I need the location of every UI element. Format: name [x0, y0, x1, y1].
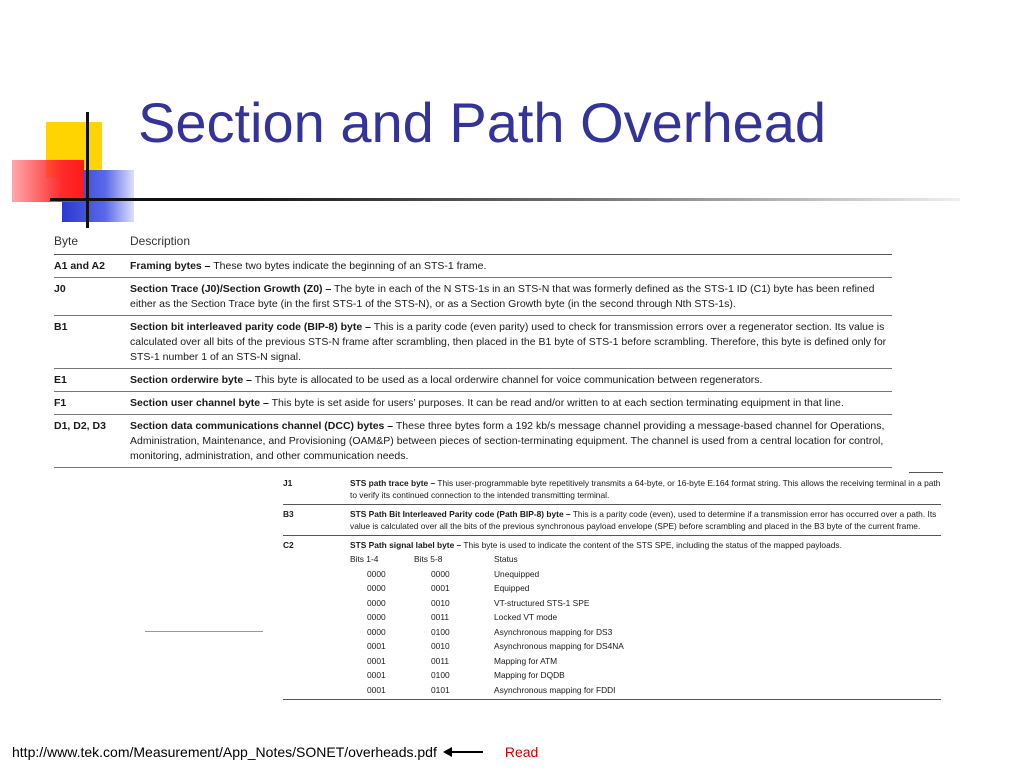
bits-1-4-cell: 0001: [367, 655, 386, 666]
byte-text: These three bytes form a 192 kb/s message channel providing a message-based channel for Operations, Administration, Maintenance, and Provisioning (OAM&P) between pieces of section-terminating equipment. The channel is used from a central location for control, monitoring, administration, and other communication needs.: [130, 420, 885, 462]
byte-name: STS Path Bit Interleaved Parity code (Path BIP-8) byte –: [350, 509, 571, 519]
table-row: [283, 474, 941, 505]
byte-text: This is a parity code (even parity) used to check for transmission errors over a regenerator section. Its value is calculated over all bits of the previous STS-N frame after scrambling, then placed in the B1 byte of STS-1 before scrambling. Therefore, this byte is defined only for STS-1 number 1 of an STS-N signal.: [130, 321, 887, 363]
table-row: [54, 392, 892, 415]
path-overhead-table: [283, 474, 941, 700]
byte-text: The byte in each of the N STS-1s in an STS-N that was formerly defined as the STS-1 ID (C1) byte has been refined either as the Section Trace byte (in the first STS-1 of the STS-N), or as a Section Growth byte (in the second through Nth STS-1s).: [130, 283, 875, 310]
status-cell: VT-structured STS-1 SPE: [494, 597, 590, 608]
description-cell: [350, 477, 941, 501]
byte-text: This is a parity code (even), used to determine if a transmission error has occurred over a path. Its value is calculated over all the bits of the previous synchronous payload envelope (SPE) before scrambling and placed in the B3 byte of the current frame.: [350, 509, 937, 531]
sub-header-bits-5-8: Bits 5-8: [414, 554, 443, 564]
byte-name: Section Trace (J0)/Section Growth (Z0) –: [130, 283, 332, 295]
read-link[interactable]: Read: [504, 744, 539, 760]
table-row: [283, 536, 941, 700]
byte-text: These two bytes indicate the beginning of an STS-1 frame.: [210, 260, 487, 272]
table-row: [283, 505, 941, 536]
bits-1-4-cell: 0001: [367, 641, 386, 651]
byte-name: Framing bytes –: [130, 260, 211, 272]
bits-5-8-cell: 0100: [431, 670, 450, 680]
sub-header-status: Status: [494, 554, 518, 564]
source-url-link[interactable]: http://www.tek.com/Measurement/App_Notes/SONET/overheads.pdf: [12, 744, 437, 760]
byte-name: Section orderwire byte –: [130, 374, 252, 386]
byte-cell: C2: [283, 540, 294, 550]
status-cell: Asynchronous mapping for FDDI: [494, 684, 616, 695]
description-cell: [130, 320, 892, 365]
c2-description: [350, 539, 941, 551]
bits-5-8-cell: 0011: [431, 612, 450, 622]
byte-text: This byte is used to indicate the content of the STS SPE, including the status of the mapped payloads.: [461, 540, 842, 550]
status-cell: Unequipped: [494, 568, 540, 579]
table-row: [54, 316, 892, 369]
bits-1-4-cell: 0001: [367, 670, 386, 680]
byte-text: This user-programmable byte repetitively transmits a 64-byte, or 16-byte E.164 format string. This allows the receiving terminal in a path to verify its continued connection to the intended transmitting terminal.: [350, 478, 941, 500]
byte-cell: A1 and A2: [54, 260, 105, 272]
signal-label-table: [350, 553, 941, 696]
byte-name: Section user channel byte –: [130, 397, 269, 409]
divider-line: [909, 472, 943, 473]
slide-logo: [0, 0, 160, 240]
table-row: [54, 415, 892, 468]
source-footer: [12, 744, 538, 760]
bits-5-8-cell: 0010: [431, 597, 450, 608]
byte-name: STS Path signal label byte –: [350, 540, 462, 550]
byte-name: Section bit interleaved parity code (BIP-8) byte –: [130, 321, 371, 333]
bits-1-4-cell: 0000: [367, 612, 386, 622]
byte-cell: J1: [283, 478, 293, 488]
logo-red-square: [12, 160, 84, 202]
divider-line: [145, 631, 263, 632]
byte-name: Section data communications channel (DCC) bytes –: [130, 420, 394, 432]
byte-cell: E1: [54, 374, 67, 386]
table-row: [54, 369, 892, 392]
status-cell: Asynchronous mapping for DS3: [494, 626, 613, 637]
bits-5-8-cell: 0101: [431, 684, 450, 695]
title-underline: [50, 198, 960, 201]
byte-text: This byte is set aside for users’ purposes. It can be read and/or written to at each section terminating equipment in that line.: [268, 397, 844, 409]
section-overhead-table: [54, 234, 892, 468]
bits-5-8-cell: 0100: [431, 626, 450, 637]
bits-5-8-cell: 0001: [431, 583, 450, 593]
bits-5-8-cell: 0010: [431, 641, 450, 651]
bits-1-4-cell: 0000: [367, 597, 386, 608]
slide-title: Section and Path Overhead: [138, 91, 827, 154]
header-description: Description: [130, 234, 191, 248]
byte-cell: F1: [54, 397, 67, 409]
bits-5-8-cell: 0000: [431, 568, 450, 579]
description-cell: [130, 419, 892, 464]
bits-1-4-cell: 0000: [367, 583, 386, 593]
table-row: [54, 278, 892, 316]
description-cell: [130, 373, 892, 388]
description-cell: [350, 508, 941, 532]
byte-name: STS path trace byte –: [350, 478, 436, 488]
description-cell: [130, 282, 892, 312]
bits-1-4-cell: 0000: [367, 626, 386, 637]
table-row: [54, 255, 892, 278]
byte-cell: D1, D2, D3: [54, 420, 106, 432]
table-header: [54, 234, 892, 255]
logo-vertical-line: [86, 112, 89, 228]
left-arrow-icon: [443, 746, 485, 758]
sub-header-bits-1-4: Bits 1-4: [350, 554, 379, 564]
bits-1-4-cell: 0000: [367, 568, 386, 579]
description-cell: [350, 539, 941, 696]
description-cell: [130, 259, 892, 274]
byte-cell: B3: [283, 509, 294, 519]
bits-1-4-cell: 0001: [367, 684, 386, 695]
description-cell: [130, 396, 892, 411]
byte-cell: B1: [54, 321, 68, 333]
status-cell: Mapping for ATM: [494, 655, 558, 666]
byte-text: This byte is allocated to be used as a local orderwire channel for voice communication between regenerators.: [251, 374, 763, 386]
status-cell: Locked VT mode: [494, 612, 558, 622]
byte-cell: J0: [54, 283, 66, 295]
status-cell: Equipped: [494, 583, 530, 593]
status-cell: Asynchronous mapping for DS4NA: [494, 641, 624, 651]
header-byte: Byte: [54, 234, 79, 248]
status-cell: Mapping for DQDB: [494, 670, 565, 680]
bits-5-8-cell: 0011: [431, 655, 450, 666]
